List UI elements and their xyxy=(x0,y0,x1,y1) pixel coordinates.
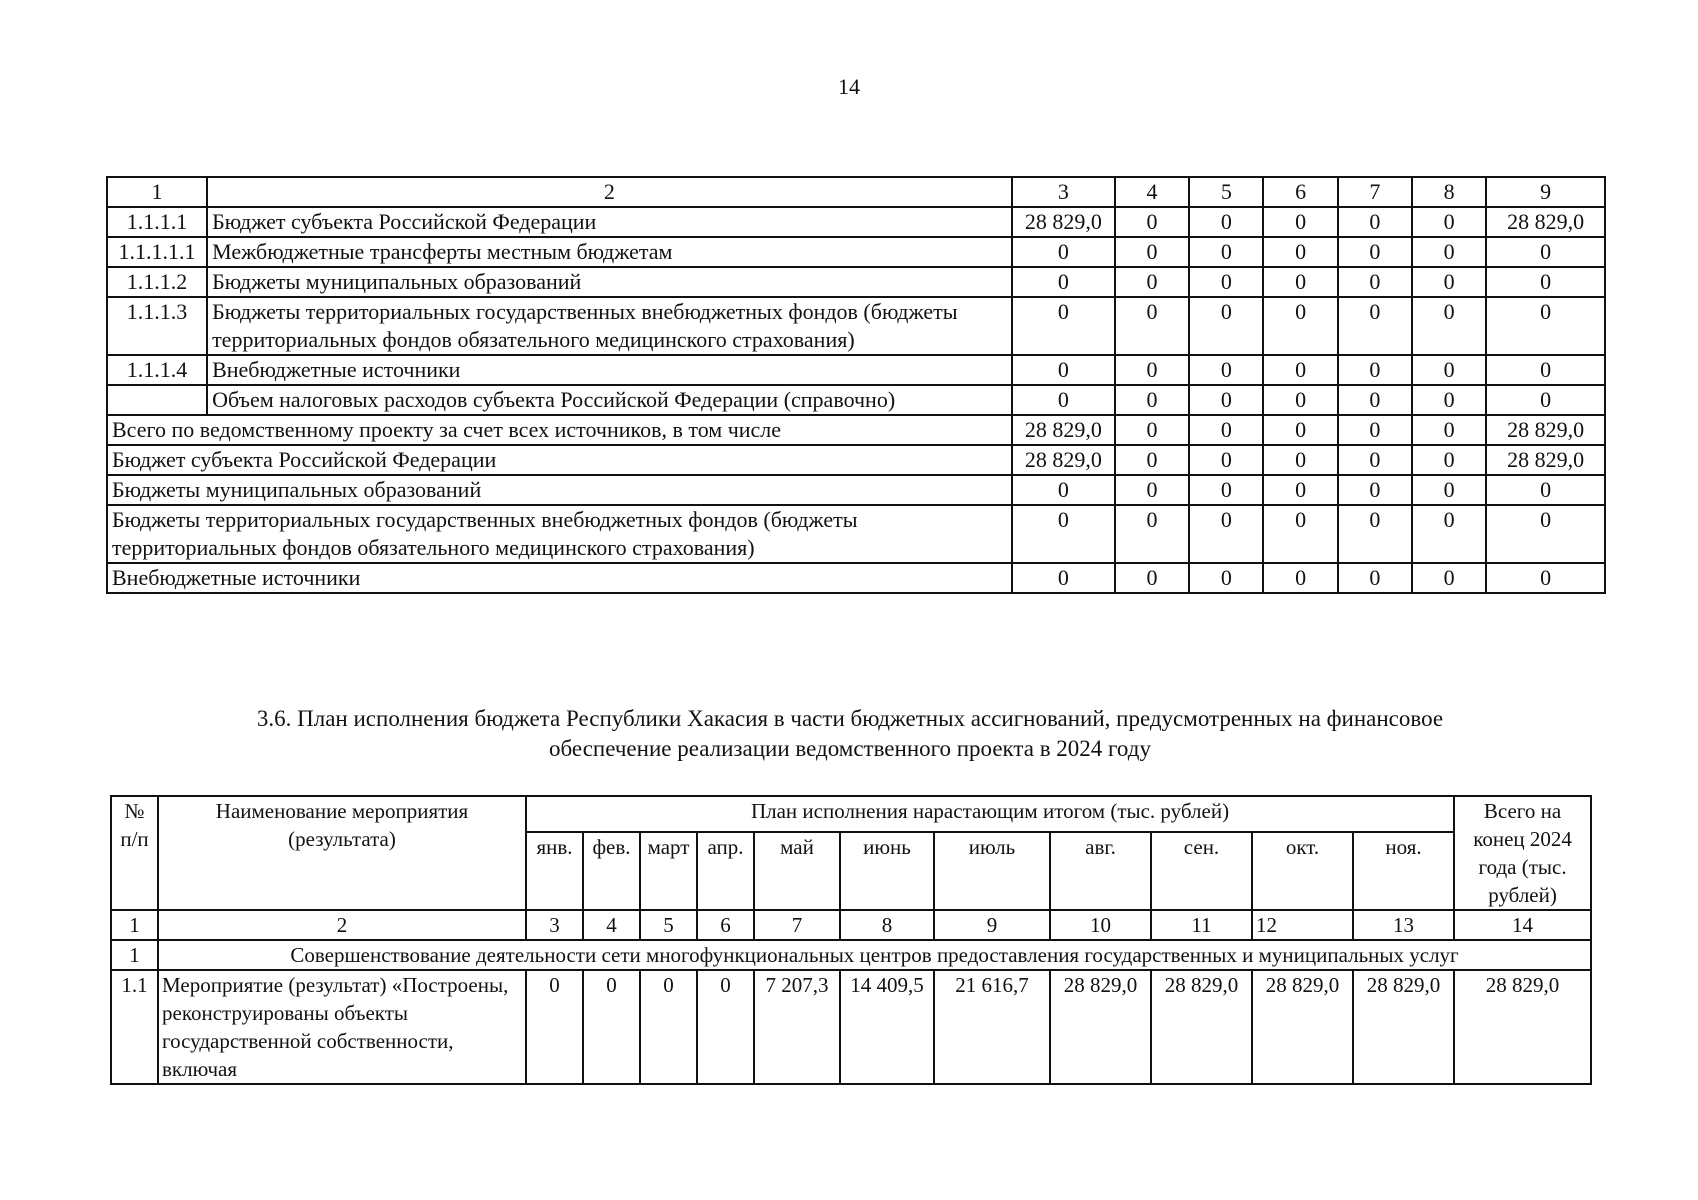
column-number: 7 xyxy=(754,910,840,940)
table-row xyxy=(107,355,1605,385)
value-cell: 0 xyxy=(1412,237,1486,267)
value-cell: 0 xyxy=(1486,267,1605,297)
value-cell: 0 xyxy=(1115,445,1189,475)
value-cell: 28 829,0 xyxy=(1486,415,1605,445)
column-number: 3 xyxy=(526,910,583,940)
value-cell: 0 xyxy=(1012,355,1115,385)
row-number: 1.1.1.3 xyxy=(107,297,207,355)
value-cell: 28 829,0 xyxy=(1252,970,1353,1084)
column-number: 2 xyxy=(158,910,526,940)
value-cell: 0 xyxy=(1486,505,1605,563)
value-cell: 0 xyxy=(1338,207,1412,237)
column-header-name: Наименование мероприятия (результата) xyxy=(158,796,526,910)
header-row xyxy=(111,796,1591,832)
summary-row xyxy=(107,415,1605,445)
column-number: 12 xyxy=(1252,910,1353,940)
value-cell: 0 xyxy=(1189,385,1263,415)
value-cell: 0 xyxy=(1115,563,1189,593)
column-header-plan: План исполнения нарастающим итогом (тыс. рублей) xyxy=(526,796,1454,832)
table-row xyxy=(107,207,1605,237)
value-cell: 0 xyxy=(1189,475,1263,505)
value-cell: 0 xyxy=(1338,355,1412,385)
value-cell: 0 xyxy=(526,970,583,1084)
value-cell: 0 xyxy=(1115,297,1189,355)
value-cell: 0 xyxy=(1115,385,1189,415)
value-cell: 0 xyxy=(1115,207,1189,237)
column-header-total: Всего на конец 2024 года (тыс. рублей) xyxy=(1454,796,1591,910)
value-cell: 0 xyxy=(1189,445,1263,475)
value-cell: 0 xyxy=(697,970,754,1084)
column-number: 9 xyxy=(1486,177,1605,207)
summary-row xyxy=(107,563,1605,593)
value-cell: 0 xyxy=(1338,445,1412,475)
section-title-cell: Совершенствование деятельности сети многофункциональных центров предоставления государственных и муниципальных услуг xyxy=(158,940,1591,970)
month-header: июнь xyxy=(840,832,934,910)
summary-name: Бюджеты территориальных государственных внебюджетных фондов (бюджеты территориальных фондов обязательного медицинского страхования) xyxy=(107,505,1012,563)
column-number: 1 xyxy=(111,910,158,940)
column-number: 8 xyxy=(1412,177,1486,207)
value-cell: 0 xyxy=(1189,415,1263,445)
summary-name: Внебюджетные источники xyxy=(107,563,1012,593)
column-number: 6 xyxy=(697,910,754,940)
value-cell: 0 xyxy=(1412,385,1486,415)
row-number xyxy=(107,385,207,415)
value-cell: 0 xyxy=(1263,505,1337,563)
summary-name: Бюджет субъекта Российской Федерации xyxy=(107,445,1012,475)
column-number: 4 xyxy=(1115,177,1189,207)
value-cell: 0 xyxy=(1263,563,1337,593)
section-title-line2: обеспечение реализации ведомственного проекта в 2024 году xyxy=(549,736,1151,761)
table-row xyxy=(107,385,1605,415)
value-cell: 0 xyxy=(1012,237,1115,267)
value-cell: 0 xyxy=(1115,237,1189,267)
section-row xyxy=(111,940,1591,970)
value-cell: 0 xyxy=(1012,385,1115,415)
value-cell: 0 xyxy=(1012,475,1115,505)
value-cell: 7 207,3 xyxy=(754,970,840,1084)
table-row xyxy=(107,237,1605,267)
value-cell: 0 xyxy=(1263,237,1337,267)
month-header: сен. xyxy=(1151,832,1252,910)
value-cell: 0 xyxy=(1012,563,1115,593)
value-cell: 0 xyxy=(1263,445,1337,475)
value-cell: 0 xyxy=(1338,505,1412,563)
month-header: фев. xyxy=(583,832,640,910)
value-cell: 0 xyxy=(1486,475,1605,505)
summary-row xyxy=(107,505,1605,563)
column-number: 7 xyxy=(1338,177,1412,207)
value-cell: 0 xyxy=(1412,355,1486,385)
value-cell: 0 xyxy=(1263,355,1337,385)
value-cell: 0 xyxy=(1263,385,1337,415)
column-number: 5 xyxy=(1189,177,1263,207)
row-name: Бюджеты муниципальных образований xyxy=(207,267,1012,297)
value-cell: 0 xyxy=(1338,297,1412,355)
value-cell: 0 xyxy=(1412,445,1486,475)
value-cell: 0 xyxy=(1412,297,1486,355)
row-name: Внебюджетные источники xyxy=(207,355,1012,385)
section-title-line1: 3.6. План исполнения бюджета Республики Хакасия в части бюджетных ассигнований, предусмотренных на финансовое xyxy=(256,706,1444,731)
table-row xyxy=(107,267,1605,297)
value-cell: 28 829,0 xyxy=(1151,970,1252,1084)
section-title xyxy=(150,704,1550,764)
value-cell: 0 xyxy=(1115,267,1189,297)
value-cell: 21 616,7 xyxy=(934,970,1050,1084)
page-number: 14 xyxy=(838,74,860,99)
month-header: апр. xyxy=(697,832,754,910)
month-header: март xyxy=(640,832,697,910)
value-cell: 0 xyxy=(1338,563,1412,593)
value-cell: 0 xyxy=(1263,207,1337,237)
row-name: Бюджет субъекта Российской Федерации xyxy=(207,207,1012,237)
value-cell: 0 xyxy=(1115,415,1189,445)
budget-plan-table xyxy=(110,795,1592,1085)
summary-row xyxy=(107,445,1605,475)
value-cell: 0 xyxy=(1263,415,1337,445)
row-name: Объем налоговых расходов субъекта Российской Федерации (справочно) xyxy=(207,385,1012,415)
funding-table xyxy=(106,176,1606,594)
table-header-row xyxy=(107,177,1605,207)
value-cell: 28 829,0 xyxy=(1012,415,1115,445)
value-cell: 28 829,0 xyxy=(1353,970,1454,1084)
value-cell: 0 xyxy=(1189,267,1263,297)
column-number: 4 xyxy=(583,910,640,940)
value-cell: 0 xyxy=(1012,505,1115,563)
row-name: Межбюджетные трансферты местным бюджетам xyxy=(207,237,1012,267)
value-cell: 0 xyxy=(1412,505,1486,563)
value-cell: 0 xyxy=(1115,505,1189,563)
row-number: 1.1.1.4 xyxy=(107,355,207,385)
value-cell: 0 xyxy=(1189,505,1263,563)
value-cell: 28 829,0 xyxy=(1050,970,1151,1084)
value-cell: 0 xyxy=(1412,563,1486,593)
value-cell: 0 xyxy=(1115,475,1189,505)
value-cell: 0 xyxy=(1412,415,1486,445)
summary-row xyxy=(107,475,1605,505)
value-cell: 0 xyxy=(1115,355,1189,385)
column-number: 2 xyxy=(207,177,1012,207)
value-cell: 0 xyxy=(583,970,640,1084)
column-number: 3 xyxy=(1012,177,1115,207)
value-cell: 28 829,0 xyxy=(1012,207,1115,237)
column-number: 9 xyxy=(934,910,1050,940)
value-cell: 0 xyxy=(1486,297,1605,355)
value-cell: 0 xyxy=(1412,267,1486,297)
value-cell: 0 xyxy=(1338,475,1412,505)
value-cell: 0 xyxy=(1486,355,1605,385)
value-cell: 0 xyxy=(1189,355,1263,385)
item-number: 1.1 xyxy=(111,970,158,1084)
value-cell: 0 xyxy=(1189,207,1263,237)
month-header: авг. xyxy=(1050,832,1151,910)
value-cell: 0 xyxy=(1486,385,1605,415)
month-header: ноя. xyxy=(1353,832,1454,910)
summary-name: Всего по ведомственному проекту за счет всех источников, в том числе xyxy=(107,415,1012,445)
row-name: Бюджеты территориальных государственных внебюджетных фондов (бюджеты территориальных фондов обязательного медицинского страхования) xyxy=(207,297,1012,355)
value-cell: 0 xyxy=(1412,207,1486,237)
month-header: июль xyxy=(934,832,1050,910)
value-cell: 0 xyxy=(1189,237,1263,267)
row-number: 1.1.1.2 xyxy=(107,267,207,297)
value-cell: 0 xyxy=(1338,415,1412,445)
item-name: Мероприятие (результат) «Построены, реконструированы объекты государственной собственности, включая xyxy=(158,970,526,1084)
value-cell: 0 xyxy=(1338,267,1412,297)
column-number: 1 xyxy=(107,177,207,207)
value-cell: 0 xyxy=(1412,475,1486,505)
numbering-row xyxy=(111,910,1591,940)
value-cell: 0 xyxy=(1263,297,1337,355)
column-number: 10 xyxy=(1050,910,1151,940)
month-header: май xyxy=(754,832,840,910)
column-number: 8 xyxy=(840,910,934,940)
column-number: 14 xyxy=(1454,910,1591,940)
row-number: 1.1.1.1 xyxy=(107,207,207,237)
table-row xyxy=(107,297,1605,355)
column-number: 11 xyxy=(1151,910,1252,940)
value-cell: 0 xyxy=(1012,297,1115,355)
value-cell: 0 xyxy=(1338,385,1412,415)
month-header: янв. xyxy=(526,832,583,910)
value-cell: 0 xyxy=(1263,267,1337,297)
value-cell: 0 xyxy=(1263,475,1337,505)
value-cell: 0 xyxy=(1189,297,1263,355)
value-cell: 0 xyxy=(1486,237,1605,267)
item-row xyxy=(111,970,1591,1084)
value-cell: 28 829,0 xyxy=(1012,445,1115,475)
column-number: 13 xyxy=(1353,910,1454,940)
value-cell: 0 xyxy=(1012,267,1115,297)
column-number: 6 xyxy=(1263,177,1337,207)
value-cell: 28 829,0 xyxy=(1486,207,1605,237)
month-header: окт. xyxy=(1252,832,1353,910)
summary-name: Бюджеты муниципальных образований xyxy=(107,475,1012,505)
value-cell: 14 409,5 xyxy=(840,970,934,1084)
row-number: 1.1.1.1.1 xyxy=(107,237,207,267)
value-cell: 0 xyxy=(640,970,697,1084)
value-cell: 0 xyxy=(1189,563,1263,593)
value-cell: 28 829,0 xyxy=(1486,445,1605,475)
column-number: 5 xyxy=(640,910,697,940)
section-number: 1 xyxy=(111,940,158,970)
value-cell: 0 xyxy=(1338,237,1412,267)
value-cell: 0 xyxy=(1486,563,1605,593)
column-header-number: № п/п xyxy=(111,796,158,910)
item-total: 28 829,0 xyxy=(1454,970,1591,1084)
